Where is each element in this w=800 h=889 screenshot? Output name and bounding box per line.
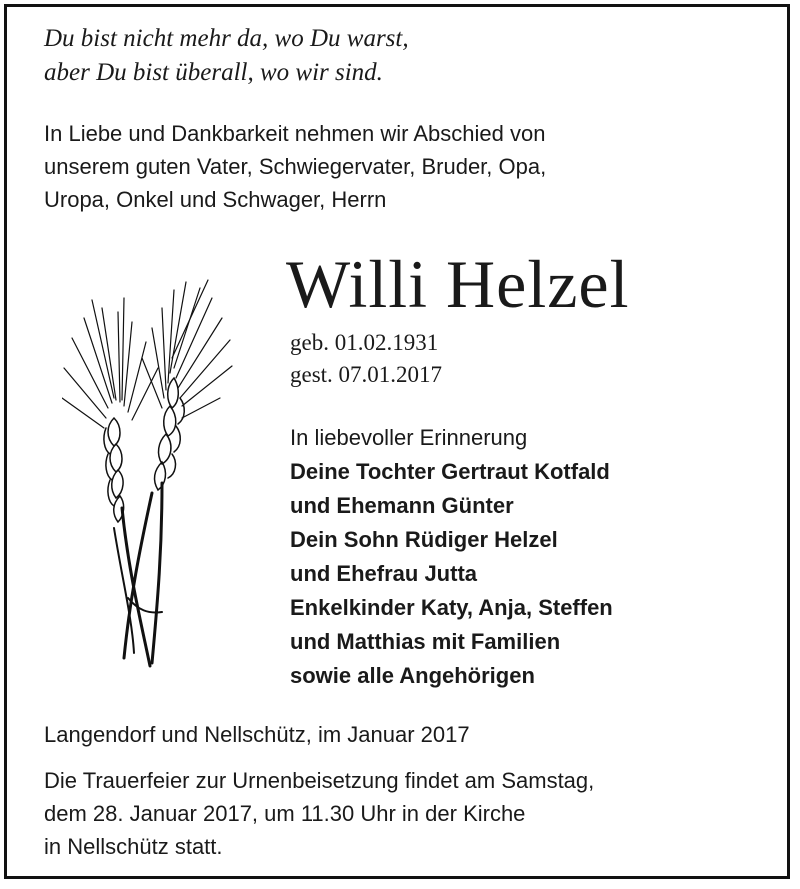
remembrance-line: In liebevoller Erinnerung <box>290 425 528 450</box>
birth-date: geb. 01.02.1931 <box>290 330 439 355</box>
death-date: gest. 07.01.2017 <box>290 362 443 387</box>
mourner-line: Enkelkinder Katy, Anja, Steffen <box>290 595 613 620</box>
intro-line-1: In Liebe und Dankbarkeit nehmen wir Abschied von <box>44 121 546 146</box>
mourner-line: und Matthias mit Familien <box>290 629 561 654</box>
intro-line-2: unserem guten Vater, Schwiegervater, Bruder, Opa, <box>44 154 547 179</box>
deceased-name: Willi Helzel <box>286 246 630 322</box>
quote-line-2: aber Du bist überall, wo wir sind. <box>44 59 383 86</box>
ceremony-line-1: Die Trauerfeier zur Urnenbeisetzung findet am Samstag, <box>44 768 595 793</box>
mourner-line: und Ehefrau Jutta <box>290 561 478 586</box>
wheat-ears-icon <box>62 278 252 670</box>
mourner-line: und Ehemann Günter <box>290 493 514 518</box>
mourner-line: sowie alle Angehörigen <box>290 663 535 688</box>
ceremony-line-2: dem 28. Januar 2017, um 11.30 Uhr in der Kirche <box>44 801 526 826</box>
place-date: Langendorf und Nellschütz, im Januar 2017 <box>44 722 470 747</box>
ceremony-line-3: in Nellschütz statt. <box>44 834 223 859</box>
quote-line-1: Du bist nicht mehr da, wo Du warst, <box>44 25 409 52</box>
mourner-line: Deine Tochter Gertraut Kotfald <box>290 459 610 484</box>
intro-line-3: Uropa, Onkel und Schwager, Herrn <box>44 187 387 212</box>
mourner-line: Dein Sohn Rüdiger Helzel <box>290 527 558 552</box>
